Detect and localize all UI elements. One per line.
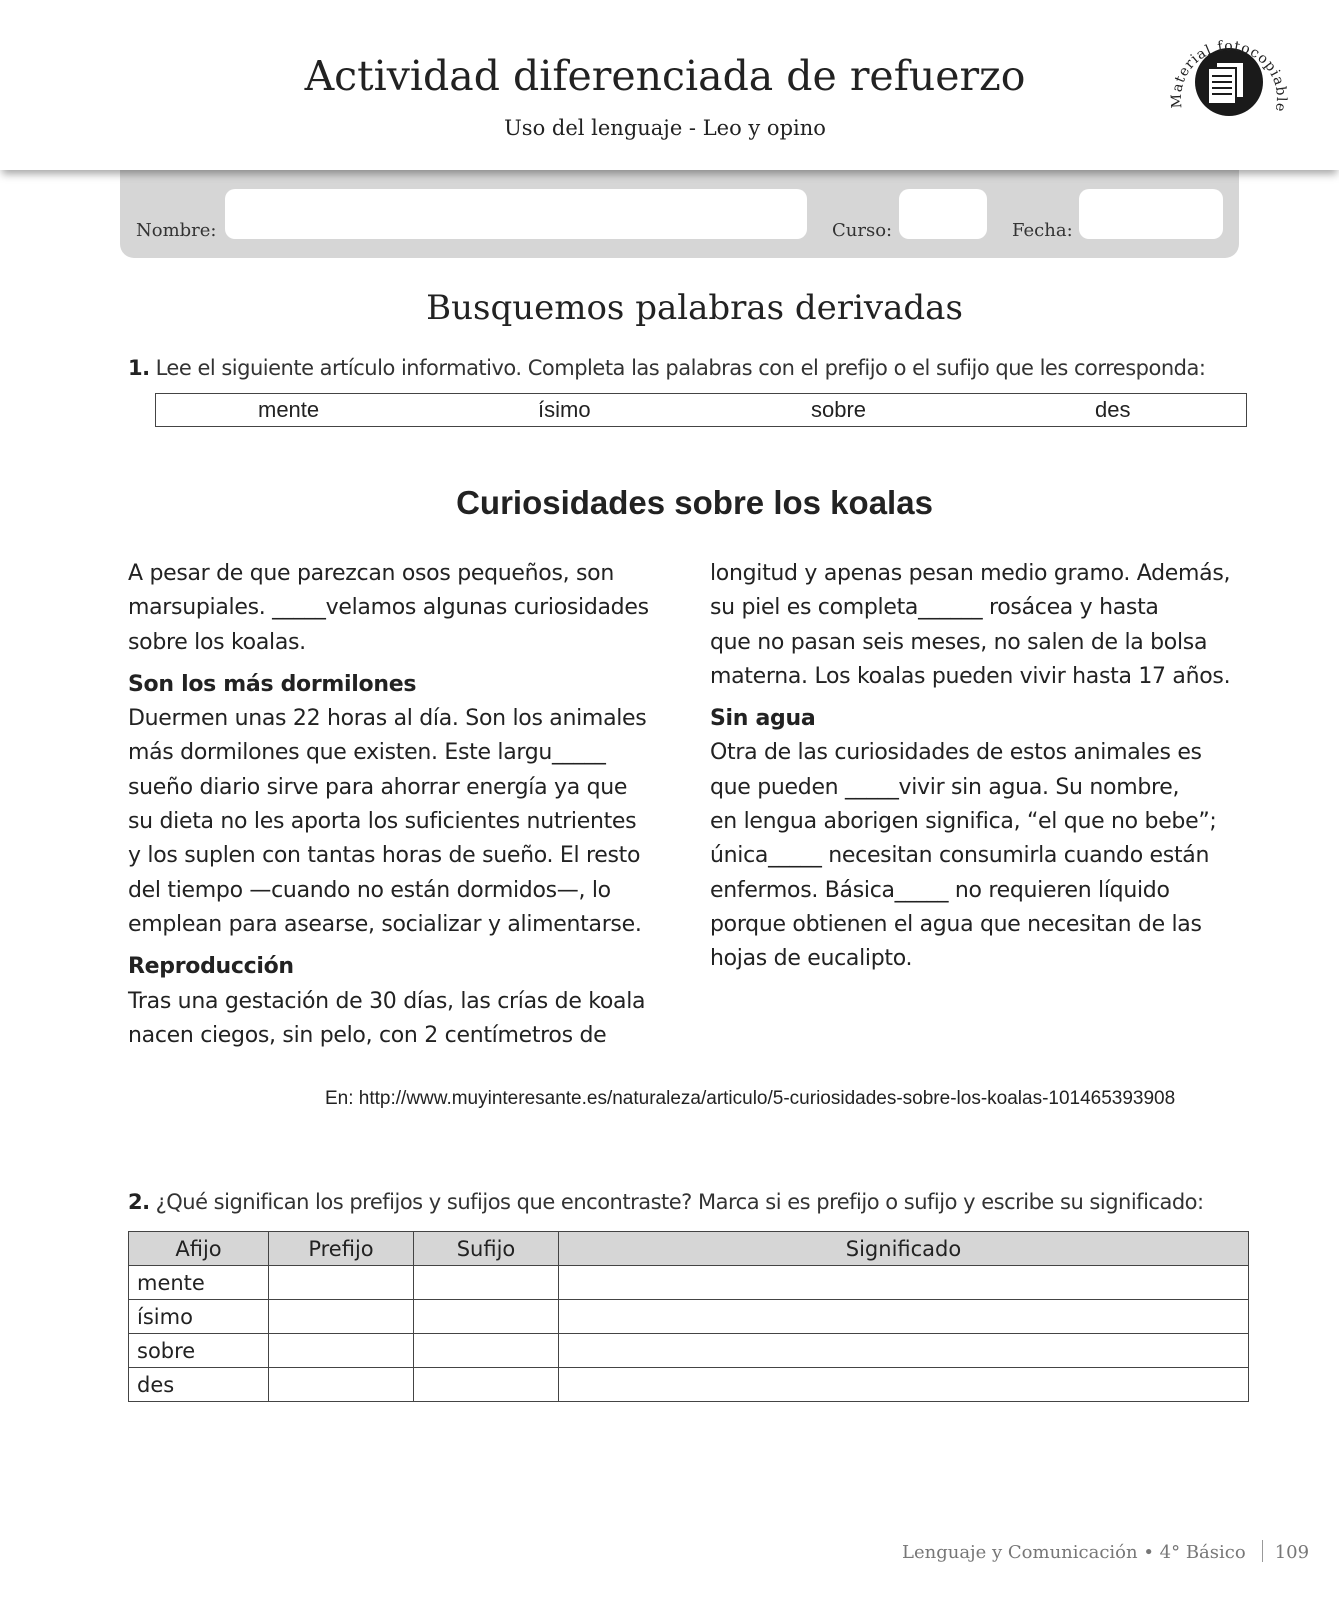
table-row <box>129 1368 1249 1402</box>
section-title: Busquemos palabras derivadas <box>426 288 963 328</box>
article-paragraph: longitud y apenas pesan medio gramo. Además, su piel es completa______ rosácea y hasta que no pasan seis meses, no salen de la bolsa materna. Los koalas pueden vivir hasta 17 años. <box>710 561 1231 689</box>
article-heading: Reproducción <box>128 954 294 980</box>
name-label: Nombre: <box>136 220 217 241</box>
article-source: En: http://www.muyinteresante.es/naturaleza/articulo/5-curiosidades-sobre-los-koalas-101465393908 <box>325 1088 1176 1109</box>
table-row <box>129 1266 1249 1300</box>
name-field[interactable] <box>225 189 807 239</box>
prefix-cell[interactable] <box>269 1368 414 1402</box>
article-paragraph: Duermen unas 22 horas al día. Son los animales más dormilones que existen. Este largu_____ sueño diario sirve para ahorrar energía ya que su dieta no les aporta los suficientes nutrientes y los suplen con tantas horas de sueño. El resto del tiempo —cuando no están dormidos—, lo emplean para asearse, socializar y alimentarse. <box>128 706 647 937</box>
question-2 <box>128 1190 1204 1214</box>
question-2-number: 2. <box>128 1190 150 1214</box>
question-1-text: Lee el siguiente artículo informativo. Completa las palabras con el prefijo o el sufijo que les corresponda: <box>155 356 1206 380</box>
article-column-left <box>128 557 668 1053</box>
meaning-cell[interactable] <box>559 1334 1249 1368</box>
word-bank-item: mente <box>258 397 320 422</box>
date-field[interactable] <box>1079 189 1223 239</box>
question-2-text: ¿Qué significan los prefijos y sufijos que encontraste? Marca si es prefijo o sufijo y escribe su significado: <box>155 1190 1204 1214</box>
table-header: Prefijo <box>269 1232 414 1266</box>
article-title: Curiosidades sobre los koalas <box>456 484 933 521</box>
page-number: 109 <box>1274 1542 1310 1563</box>
affix-cell: mente <box>129 1266 269 1300</box>
suffix-cell[interactable] <box>414 1300 559 1334</box>
affix-cell: ísimo <box>129 1300 269 1334</box>
prefix-cell[interactable] <box>269 1300 414 1334</box>
document-subtitle: Uso del lenguaje - Leo y opino <box>504 116 826 140</box>
table-header: Significado <box>559 1232 1249 1266</box>
meaning-cell[interactable] <box>559 1300 1249 1334</box>
prefix-cell[interactable] <box>269 1334 414 1368</box>
document-title: Actividad diferenciada de refuerzo <box>304 52 1026 100</box>
table-header: Afijo <box>129 1232 269 1266</box>
affix-cell: des <box>129 1368 269 1402</box>
footer-text: Lenguaje y Comunicación • 4° Básico <box>902 1542 1246 1563</box>
article-paragraph: Otra de las curiosidades de estos animales es que pueden _____vivir sin agua. Su nombre, en lengua aborigen significa, “el que no bebe”; única_____ necesitan consumirla cuando están enfermos. Básica_____ no requieren líquido porque obtienen el agua que necesitan de las hojas de eucalipto. <box>710 740 1217 972</box>
photocopiable-stamp-icon <box>1168 16 1290 138</box>
footer-divider <box>1262 1540 1263 1562</box>
article-column-right <box>710 557 1250 977</box>
article-heading: Son los más dormilones <box>128 671 417 697</box>
prefix-cell[interactable] <box>269 1266 414 1300</box>
meaning-cell[interactable] <box>559 1368 1249 1402</box>
suffix-cell[interactable] <box>414 1334 559 1368</box>
question-1-number: 1. <box>128 356 150 380</box>
word-bank-item: sobre <box>811 397 867 422</box>
meaning-cell[interactable] <box>559 1266 1249 1300</box>
article-heading: Sin agua <box>710 706 816 732</box>
stamp-text: Material fotocopiable <box>1168 38 1290 114</box>
article-paragraph: Tras una gestación de 30 días, las crías de koala nacen ciegos, sin pelo, con 2 centímetros de <box>128 988 646 1048</box>
date-label: Fecha: <box>1012 220 1073 241</box>
table-header-row <box>129 1232 1249 1266</box>
word-bank-item: ísimo <box>538 397 591 422</box>
table-row <box>129 1334 1249 1368</box>
table-row <box>129 1300 1249 1334</box>
word-bank-item: des <box>1095 397 1131 422</box>
document-icon <box>1208 62 1244 104</box>
affix-cell: sobre <box>129 1334 269 1368</box>
table-header: Sufijo <box>414 1232 559 1266</box>
affix-table <box>128 1231 1249 1402</box>
course-label: Curso: <box>832 220 893 241</box>
article-intro: A pesar de que parezcan osos pequeños, son marsupiales. _____velamos algunas curiosidades sobre los koalas. <box>128 561 649 655</box>
page-footer <box>902 1540 1309 1563</box>
suffix-cell[interactable] <box>414 1368 559 1402</box>
question-1 <box>128 356 1205 380</box>
course-field[interactable] <box>899 189 987 239</box>
suffix-cell[interactable] <box>414 1266 559 1300</box>
